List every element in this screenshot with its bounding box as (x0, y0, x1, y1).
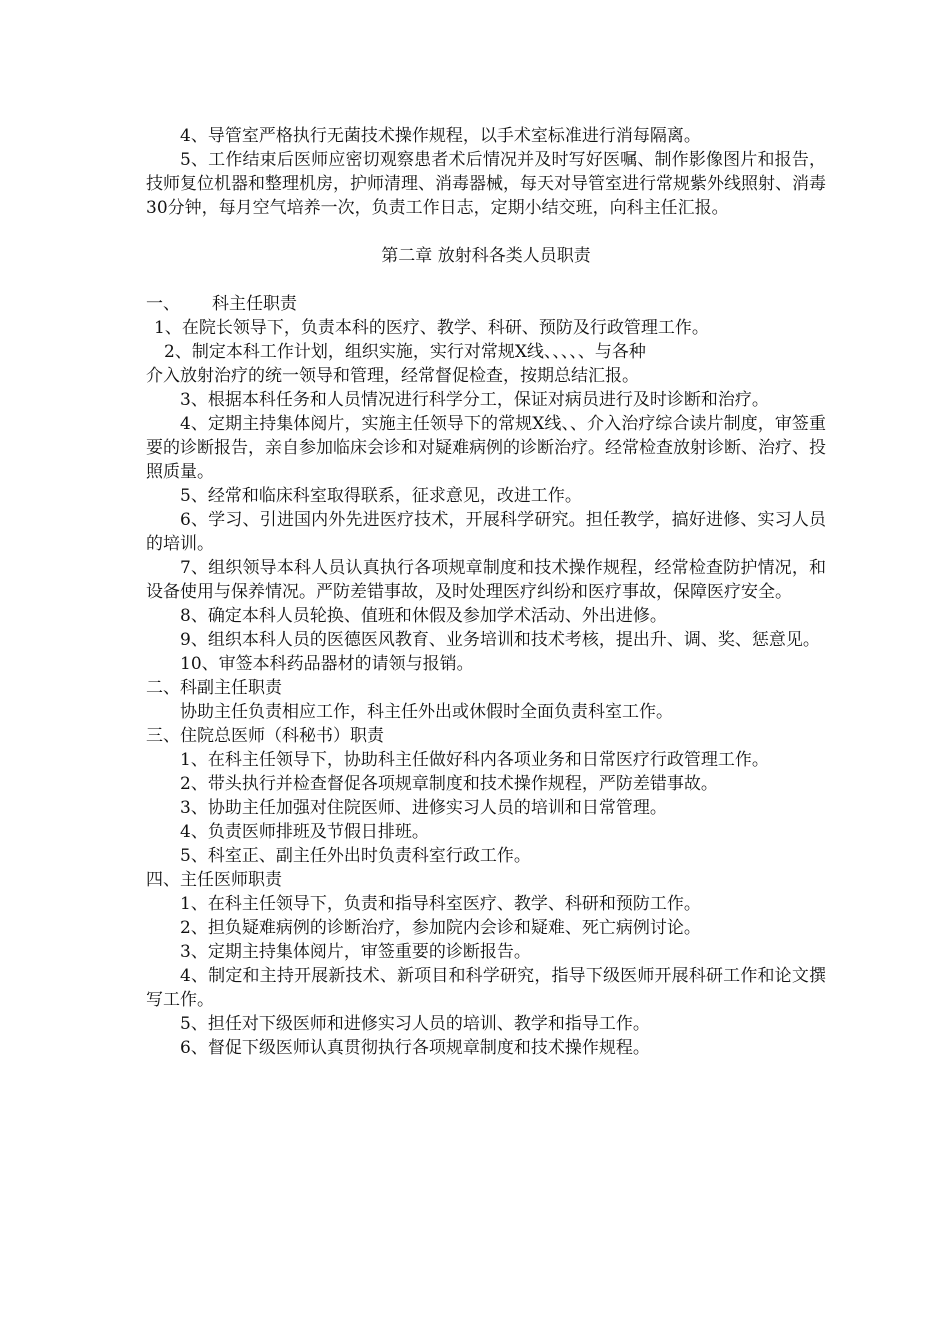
list-item: 5、经常和临床科室取得联系，征求意见，改进工作。 (180, 486, 582, 506)
list-item: 4、定期主持集体阅片，实施主任领导下的常规X线、、介入治疗综合读片制度，审签重要的诊断报告，亲自参加临床会诊和对疑难病例的诊断治疗。经常检查放射诊断、治疗、投照质量。 (146, 414, 826, 482)
list-item: 8、确定本科人员轮换、值班和休假及参加学术活动、外出进修。 (180, 606, 667, 626)
list-item: 1、在院长领导下，负责本科的医疗、教学、科研、预防及行政管理工作。 (154, 318, 709, 338)
intro-paragraph: 4、导管室严格执行无菌技术操作规程，以手术室标准进行消每隔离。 (180, 126, 701, 146)
list-item: 介入放射治疗的统一领导和管理，经常督促检查，按期总结汇报。 (146, 366, 639, 386)
list-item: 6、督促下级医师认真贯彻执行各项规章制度和技术操作规程。 (180, 1038, 650, 1058)
list-item: 7、组织领导本科人员认真执行各项规章制度和技术操作规程，经常检查防护情况，和设备使用与保养情况。严防差错事故，及时处理医疗纠纷和医疗事故，保障医疗安全。 (146, 558, 826, 602)
list-item: 9、组织本科人员的医德医风教育、业务培训和技术考核，提出升、调、奖、惩意见。 (180, 630, 820, 650)
list-item: 2、制定本科工作计划，组织实施，实行对常规X线、、、、、与各种 (164, 342, 646, 362)
list-item: 4、制定和主持开展新技术、新项目和科学研究，指导下级医师开展科研工作和论文撰写工作。 (146, 966, 826, 1010)
list-item: 3、协助主任加强对住院医师、进修实习人员的培训和日常管理。 (180, 798, 667, 818)
list-item: 协助主任负责相应工作，科主任外出或休假时全面负责科室工作。 (180, 702, 673, 722)
document-body (146, 124, 826, 1060)
list-item: 2、担负疑难病例的诊断治疗，参加院内会诊和疑难、死亡病例讨论。 (180, 918, 701, 938)
section-heading: 二、科副主任职责 (146, 678, 282, 698)
list-item: 5、担任对下级医师和进修实习人员的培训、教学和指导工作。 (180, 1014, 650, 1034)
section-heading (146, 292, 826, 316)
list-item: 1、在科主任领导下，协助科主任做好科内各项业务和日常医疗行政管理工作。 (180, 750, 769, 770)
list-item: 1、在科主任领导下，负责和指导科室医疗、教学、科研和预防工作。 (180, 894, 701, 914)
list-item: 3、定期主持集体阅片，审签重要的诊断报告。 (180, 942, 531, 962)
list-item: 10、审签本科药品器材的请领与报销。 (180, 654, 474, 674)
list-item: 4、负责医师排班及节假日排班。 (180, 822, 429, 842)
section-title: 科主任职责 (212, 294, 297, 314)
section-number: 一、 (146, 294, 180, 314)
section-heading: 三、住院总医师（科秘书）职责 (146, 726, 384, 746)
list-item: 3、根据本科任务和人员情况进行科学分工，保证对病员进行及时诊断和治疗。 (180, 390, 769, 410)
intro-paragraph: 5、工作结束后医师应密切观察患者术后情况并及时写好医嘱、制作影像图片和报告，技师复位机器和整理机房，护师清理、消毒器械，每天对导管室进行常规紫外线照射、消毒30分钟，每月空气培养一次，负责工作日志，定期小结交班，向科主任汇报。 (146, 150, 826, 218)
list-item: 2、带头执行并检查督促各项规章制度和技术操作规程，严防差错事故。 (180, 774, 718, 794)
chapter-title: 第二章 放射科各类人员职责 (381, 246, 591, 266)
list-item: 6、学习、引进国内外先进医疗技术，开展科学研究。担任教学，搞好进修、实习人员的培训。 (146, 510, 826, 554)
list-item: 5、科室正、副主任外出时负责科室行政工作。 (180, 846, 531, 866)
section-heading: 四、主任医师职责 (146, 870, 282, 890)
